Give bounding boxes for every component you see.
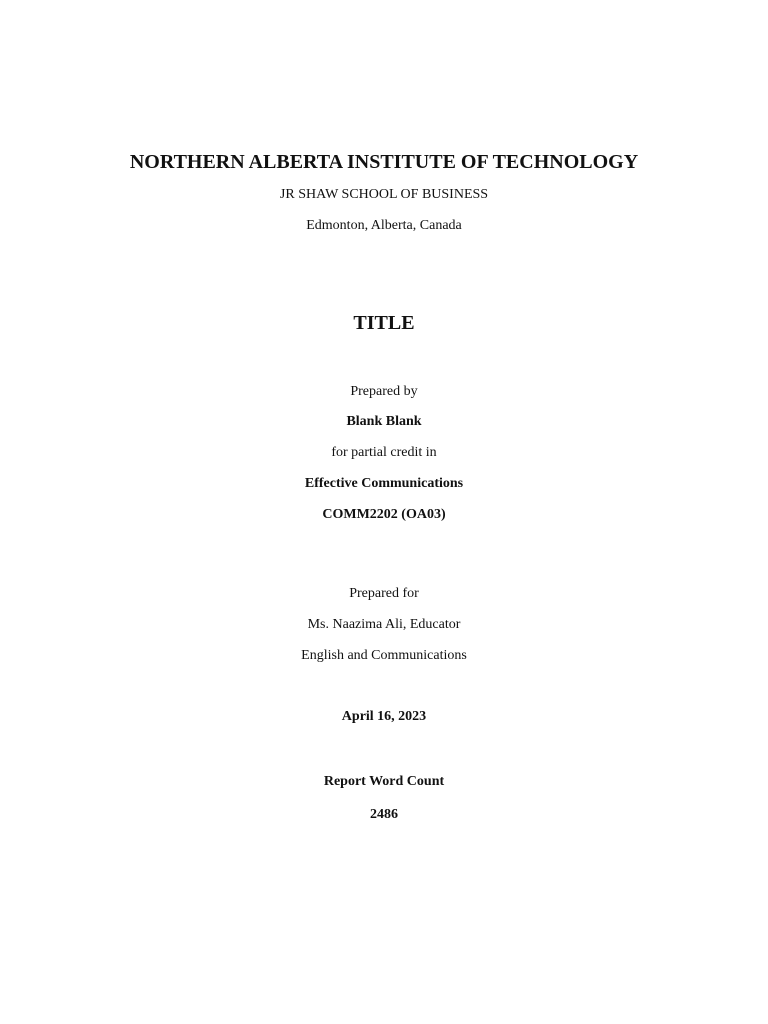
department-name: English and Communications — [301, 648, 467, 663]
course-name: Effective Communications — [304, 476, 464, 491]
course-code: COMM2202 (OA03) — [322, 507, 446, 522]
author-name: Blank Blank — [346, 414, 422, 429]
location: Edmonton, Alberta, Canada — [306, 218, 462, 233]
document-title: TITLE — [353, 312, 415, 334]
prepared-for-label: Prepared for — [349, 586, 419, 601]
report-date: April 16, 2023 — [341, 709, 427, 724]
educator-name: Ms. Naazima Ali, Educator — [307, 617, 461, 632]
word-count-label: Report Word Count — [323, 774, 445, 789]
word-count-value: 2486 — [370, 807, 398, 822]
institution-name: NORTHERN ALBERTA INSTITUTE OF TECHNOLOGY — [129, 151, 639, 173]
prepared-by-label: Prepared by — [350, 384, 418, 399]
credit-label: for partial credit in — [331, 445, 437, 460]
school-name: JR SHAW SCHOOL OF BUSINESS — [279, 187, 489, 202]
